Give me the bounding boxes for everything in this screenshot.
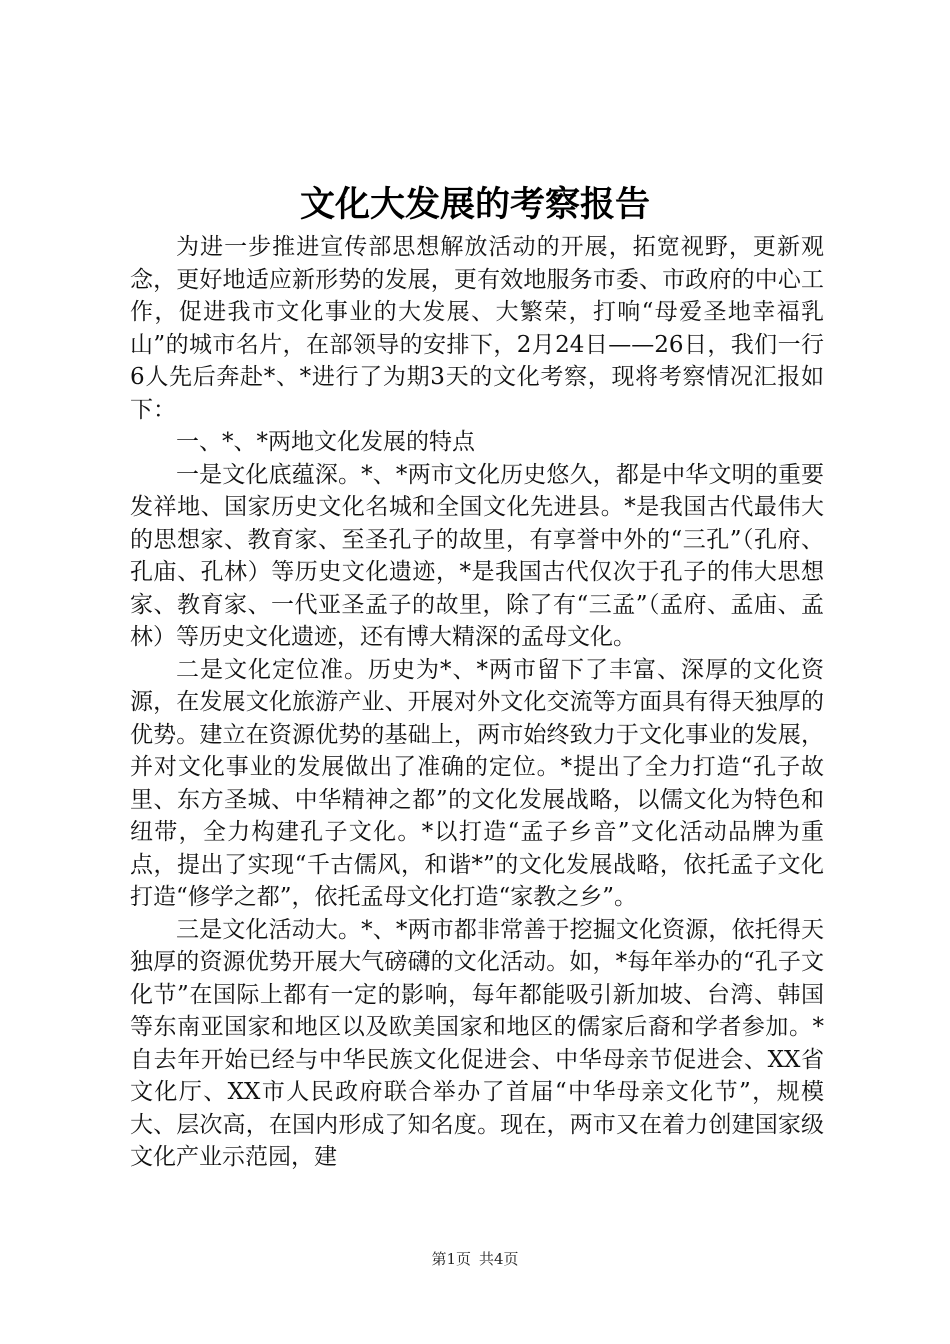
document-body bbox=[130, 231, 824, 1174]
paragraph-culture-heritage: 一是文化底蕴深。*、*两市文化历史悠久，都是中华文明的重要发祥地、国家历史文化名城和全国文化先进县。*是我国古代最伟大的思想家、教育家、至圣孔子的故里，有享誉中外的“三孔”（孔府、孔庙、孔林）等历史文化遗迹，*是我国古代仅次于孔子的伟大思想家、教育家、一代亚圣孟子的故里，除了有“三孟”（孟府、孟庙、孟林）等历史文化遗迹，还有博大精深的孟母文化。 bbox=[130, 461, 824, 650]
section-heading: 一、*、*两地文化发展的特点 bbox=[176, 429, 475, 455]
document-title: 文化大发展的考察报告 bbox=[299, 184, 650, 225]
paragraph-intro: 为进一步推进宣传部思想解放活动的开展，拓宽视野，更新观念，更好地适应新形势的发展，更有效地服务市委、市政府的中心工作，促进我市文化事业的大发展、大繁荣，打响“母爱圣地幸福乳山”的城市名片，在部领导的安排下，2月24日——26日，我们一行6人先后奔赴*、*进行了为期3天的文化考察，现将考察情况汇报如下： bbox=[130, 234, 824, 423]
paragraph-culture-activities: 三是文化活动大。*、*两市都非常善于挖掘文化资源，依托得天独厚的资源优势开展大气磅礴的文化活动。如，*每年举办的“孔子文化节”在国际上都有一定的影响，每年都能吸引新加坡、台湾、韩国等东南亚国家和地区以及欧美国家和地区的儒家后裔和学者参加。*自去年开始已经与中华民族文化促进会、中华母亲节促进会、XX省文化厅、XX市人民政府联合举办了首届“中华母亲文化节”，规模大、层次高，在国内形成了知名度。现在，两市又在着力创建国家级文化产业示范园，建 bbox=[130, 916, 824, 1170]
page-number: 第1页 bbox=[431, 1250, 471, 1268]
page-footer bbox=[0, 1248, 950, 1270]
paragraph-culture-positioning: 二是文化定位准。历史为*、*两市留下了丰富、深厚的文化资源，在发展文化旅游产业、开展对外文化交流等方面具有得天独厚的优势。建立在资源优势的基础上，两市始终致力于文化事业的发展，并对文化事业的发展做出了准确的定位。*提出了全力打造“孔子故里、东方圣城、中华精神之都”的文化发展战略，以儒文化为特色和纽带，全力构建孔子文化。*以打造“孟子乡音”文化活动品牌为重点，提出了实现“千古儒风，和谐*”的文化发展战略，依托孟子文化打造“修学之都”，依托孟母文化打造“家教之乡”。 bbox=[130, 656, 824, 910]
page-total: 共4页 bbox=[479, 1250, 519, 1268]
